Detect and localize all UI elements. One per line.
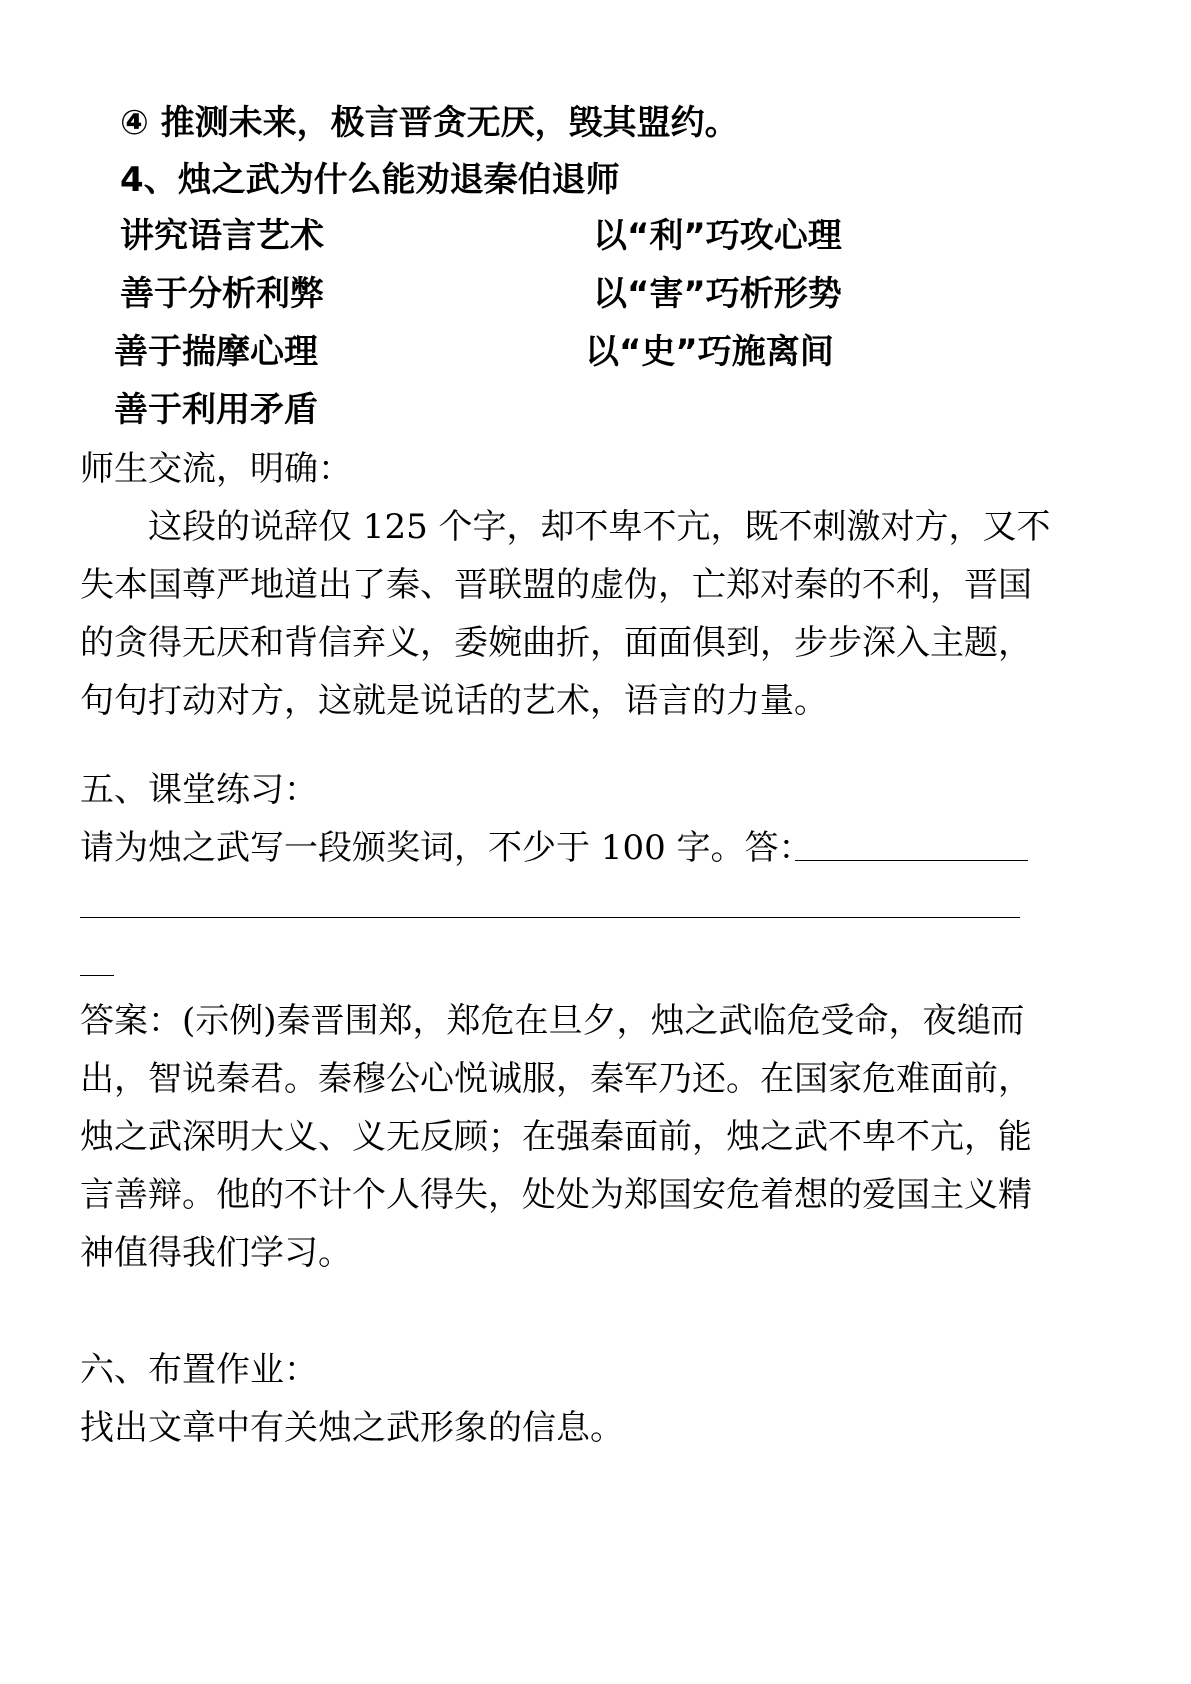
answer-line-4: 言善辩。他的不计个人得失，处处为郑国安危着想的爱国主义精 bbox=[80, 1175, 1032, 1215]
homework-heading: 六、布置作业： bbox=[80, 1350, 318, 1390]
left-point-1: 讲究语言艺术 bbox=[120, 216, 324, 256]
left-point-2: 善于分析利弊 bbox=[120, 274, 324, 314]
right-point-2: 以“害”巧析形势 bbox=[593, 274, 842, 314]
right-point-1: 以“利”巧攻心理 bbox=[593, 216, 842, 256]
exchange-heading: 师生交流，明确： bbox=[80, 449, 352, 489]
exchange-paragraph-line-1: 这段的说辞仅 125 个字，却不卑不亢，既不刺激对方，又不 bbox=[148, 507, 1051, 547]
homework-task: 找出文章中有关烛之武形象的信息。 bbox=[80, 1408, 624, 1448]
answer-blank-line-2 bbox=[80, 917, 1020, 918]
exercise-prompt: 请为烛之武写一段颁奖词，不少于 100 字。答： bbox=[80, 828, 813, 868]
exchange-paragraph-line-4: 句句打动对方，这就是说话的艺术，语言的力量。 bbox=[80, 681, 828, 721]
answer-line-1: 答案：(示例)秦晋围郑，郑危在旦夕，烛之武临危受命，夜缒而 bbox=[80, 1001, 1025, 1041]
exchange-paragraph-line-2: 失本国尊严地道出了秦、晋联盟的虚伪，亡郑对秦的不利，晋国 bbox=[80, 565, 1032, 605]
exchange-paragraph-line-3: 的贪得无厌和背信弃义，委婉曲折，面面俱到，步步深入主题， bbox=[80, 623, 1032, 663]
answer-line-2: 出，智说秦君。秦穆公心悦诚服，秦军乃还。在国家危难面前， bbox=[80, 1059, 1032, 1099]
answer-line-3: 烛之武深明大义、义无反顾；在强秦面前，烛之武不卑不亢，能 bbox=[80, 1117, 1032, 1157]
left-point-3: 善于揣摩心理 bbox=[114, 332, 318, 372]
question-4-heading: 4、烛之武为什么能劝退秦伯退师 bbox=[120, 160, 620, 200]
exercise-heading: 五、课堂练习： bbox=[80, 770, 318, 810]
left-point-4: 善于利用矛盾 bbox=[114, 390, 318, 430]
analysis-item-4: ④ 推测未来，极言晋贪无厌，毁其盟约。 bbox=[120, 103, 739, 143]
answer-line-5: 神值得我们学习。 bbox=[80, 1233, 352, 1273]
right-point-3: 以“史”巧施离间 bbox=[585, 332, 834, 372]
answer-blank-line-3 bbox=[80, 975, 114, 976]
answer-blank-line-1 bbox=[795, 860, 1028, 861]
